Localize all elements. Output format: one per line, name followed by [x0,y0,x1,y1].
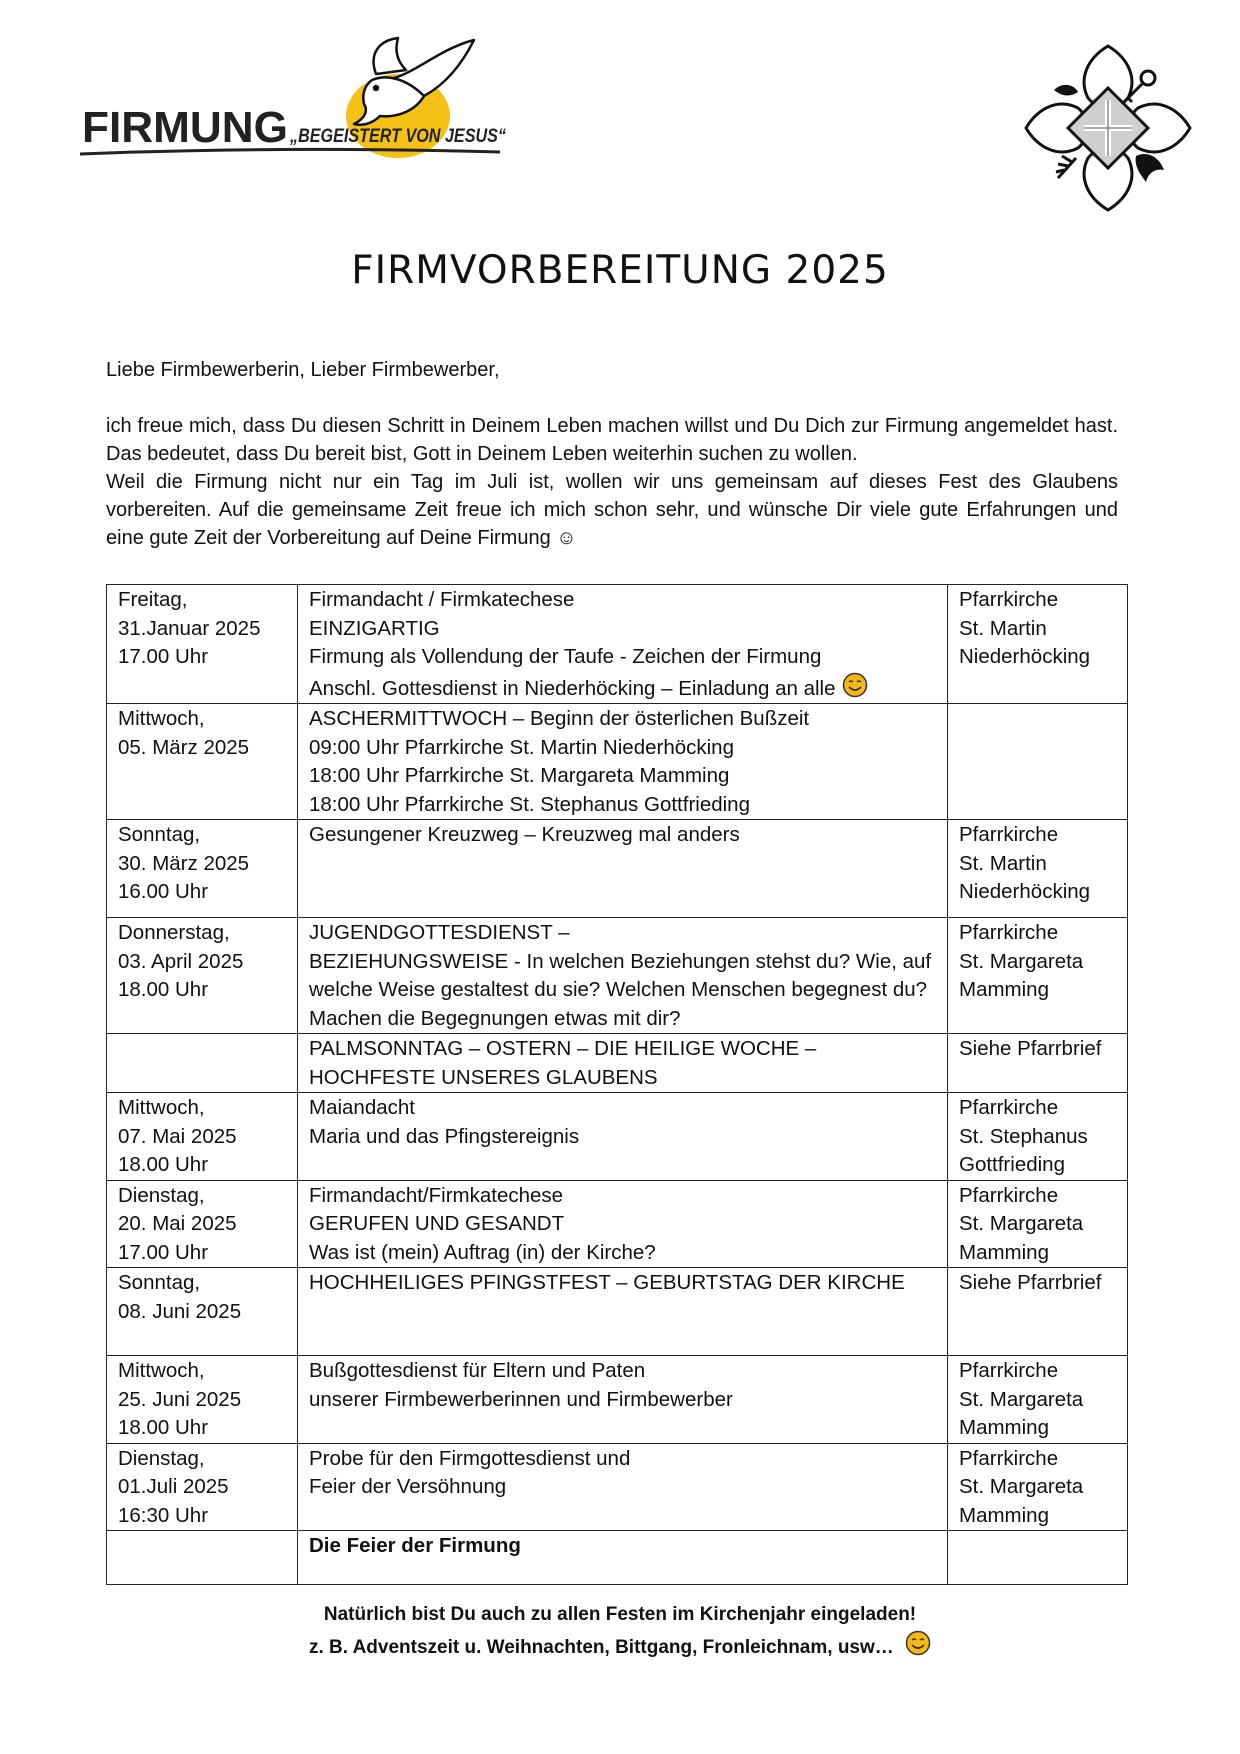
event-line: welche Weise gestaltest du sie? Welchen Menschen begegnest du? [309,978,928,1001]
date-line: 31.Januar 2025 [118,616,261,640]
table-row [107,1180,1128,1268]
place-cell [948,585,1128,704]
date-cell [107,1531,298,1585]
logo-slogan: „BEGEISTERT VON JESUS“ [289,126,507,147]
date-cell [107,704,298,820]
event-cell [298,1093,948,1181]
date-line: Sonntag, [118,823,201,846]
event-line: Anschl. Gottesdienst in Niederhöcking – Einladung an alle [309,676,836,700]
event-line: Firmandacht / Firmkatechese [309,588,575,611]
date-cell [107,918,298,1034]
firmung-logo [76,34,506,164]
table-row [107,1531,1128,1585]
table-row [107,1034,1128,1093]
event-cell [298,1531,948,1585]
date-line: 16:30 Uhr [118,1503,209,1527]
footer-line-2 [0,1630,1240,1663]
event-cell [298,585,948,704]
table-row [107,585,1128,704]
place-line: Mamming [959,1240,1049,1264]
date-line: 18.00 Uhr [118,1153,209,1176]
place-line: Siehe Pfarrbrief [959,1037,1102,1060]
place-line: Pfarrkirche [959,823,1059,846]
date-line: Dienstag, [118,1183,205,1207]
place-line: St. Martin [959,616,1047,640]
place-line: St. Stephanus [959,1124,1088,1148]
event-line: Feier der Versöhnung [309,1475,507,1498]
event-line: Maria und das Pfingstereignis [309,1124,580,1148]
palm-icon [1056,156,1076,178]
event-line: 09:00 Uhr Pfarrkirche St. Martin Niederhöcking [309,735,734,759]
date-line: 17.00 Uhr [118,1240,209,1264]
lamb-icon [1054,85,1078,96]
event-line: BEZIEHUNGSWEISE - In welchen Beziehungen stehst du? Wie, auf [309,949,932,973]
place-cell [948,1531,1128,1585]
event-line: ASCHERMITTWOCH – Beginn der österlichen Bußzeit [309,707,810,730]
keys-icon [1122,71,1155,104]
place-cell [948,1180,1128,1268]
event-line: Probe für den Firmgottesdienst und [309,1446,631,1470]
place-line: Pfarrkirche [959,921,1059,944]
table-row [107,820,1128,918]
event-cell [298,704,948,820]
event-line: HOCHFESTE UNSERES GLAUBENS [309,1065,658,1089]
date-cell [107,1268,298,1356]
place-line: St. Margareta [959,949,1084,973]
event-line: 18:00 Uhr Pfarrkirche St. Stephanus Gottfrieding [309,792,750,816]
event-cell [298,1443,948,1531]
event-line: Die Feier der Firmung [309,1534,521,1557]
place-line: Niederhöcking [959,880,1091,903]
place-line: St. Margareta [959,1475,1084,1498]
table-row [107,1443,1128,1531]
table-row [107,704,1128,820]
date-line: 01.Juli 2025 [118,1475,229,1498]
date-cell [107,1443,298,1531]
table-row [107,1268,1128,1356]
date-cell [107,1093,298,1181]
place-cell [948,1093,1128,1181]
event-cell [298,820,948,918]
intro-paragraph-2: Weil die Firmung nicht nur ein Tag im Juli ist, wollen wir uns gemeinsam auf dieses Fest des Glaubens vorbereiten. Auf die gemeinsame Zeit freue ich mich schon sehr, und wünsche Dir viele gute Erfahrungen und eine gute Zeit der Vorbereitung auf Deine Firmung ☺ [106,471,1118,549]
place-line: Mamming [959,978,1049,1001]
place-cell [948,704,1128,820]
date-line: Freitag, [118,588,188,611]
event-cell [298,1268,948,1356]
intro-text [106,356,1118,552]
place-cell [948,820,1128,918]
place-line: St. Margareta [959,1387,1084,1411]
schedule-table [106,584,1128,1585]
event-line: Gesungener Kreuzweg – Kreuzweg mal anders [309,823,740,846]
footer-note [0,1600,1240,1663]
date-line: 08. Juni 2025 [118,1299,242,1323]
place-line: Pfarrkirche [959,1096,1059,1119]
date-line: Donnerstag, [118,921,230,944]
place-line: Pfarrkirche [959,1446,1059,1470]
place-line: Pfarrkirche [959,1359,1059,1382]
date-line: Mittwoch, [118,707,205,730]
table-row [107,1356,1128,1444]
smiley-icon [842,672,868,698]
footer-line-2-text: z. B. Adventszeit u. Weihnachten, Bittgang, Fronleichnam, usw… [308,1637,894,1658]
date-line: 25. Juni 2025 [118,1387,242,1411]
place-cell [948,918,1128,1034]
date-line: 16.00 Uhr [118,880,209,903]
event-line: EINZIGARTIG [309,616,440,640]
logo-word: FIRMUNG [82,103,288,152]
date-line: 18.00 Uhr [118,978,209,1001]
event-line: Machen die Begegnungen etwas mit dir? [309,1006,681,1030]
date-cell [107,820,298,918]
date-cell [107,1180,298,1268]
date-cell [107,585,298,704]
place-line: Pfarrkirche [959,588,1059,611]
place-cell [948,1356,1128,1444]
parish-emblem [1018,38,1198,218]
event-line: unserer Firmbewerberinnen und Firmbewerber [309,1387,733,1411]
date-line: Sonntag, [118,1271,201,1294]
date-line: 18.00 Uhr [118,1416,209,1439]
event-cell [298,1356,948,1444]
event-cell [298,1034,948,1093]
place-cell [948,1443,1128,1531]
place-line: Pfarrkirche [959,1183,1059,1207]
event-line: PALMSONNTAG – OSTERN – DIE HEILIGE WOCHE – [309,1037,817,1060]
event-line: HOCHHEILIGES PFINGSTFEST – GEBURTSTAG DER KIRCHE [309,1271,905,1294]
date-line: Dienstag, [118,1446,205,1470]
place-line: Mamming [959,1503,1049,1527]
footer-line-1: Natürlich bist Du auch zu allen Festen im Kirchenjahr eingeladen! [323,1604,917,1625]
event-line: Firmandacht/Firmkatechese [309,1183,564,1207]
place-line: Mamming [959,1416,1049,1439]
intro-paragraph: ich freue mich, dass Du diesen Schritt in Deinem Leben machen willst und Du Dich zur Firmung angemeldet hast. Das bedeutet, dass Du bereit bist, Gott in Deinem Leben weiterhin suchen zu wollen. [106,415,1118,465]
date-line: 30. März 2025 [118,851,250,875]
place-line: Niederhöcking [959,645,1091,668]
date-line: Mittwoch, [118,1359,205,1382]
event-line: Maiandacht [309,1096,415,1119]
dragon-icon [1136,154,1164,182]
table-row [107,1093,1128,1181]
event-line: GERUFEN UND GESANDT [309,1212,565,1235]
place-cell [948,1034,1128,1093]
date-cell [107,1356,298,1444]
event-line: 18:00 Uhr Pfarrkirche St. Margareta Mamming [309,764,730,787]
date-line: 20. Mai 2025 [118,1212,237,1235]
event-cell [298,918,948,1034]
event-line-with-smiley [309,672,936,704]
date-line: Mittwoch, [118,1096,205,1119]
place-line: Gottfrieding [959,1153,1065,1176]
smiley-icon [905,1630,931,1656]
place-cell [948,1268,1128,1356]
place-line: St. Margareta [959,1212,1084,1235]
event-line: Bußgottesdienst für Eltern und Paten [309,1359,646,1382]
place-line: St. Martin [959,851,1047,875]
date-line: 17.00 Uhr [118,645,209,668]
date-line: 03. April 2025 [118,949,244,973]
place-line: Siehe Pfarrbrief [959,1271,1102,1294]
date-line: 05. März 2025 [118,735,250,759]
greeting: Liebe Firmbewerberin, Lieber Firmbewerber, [106,359,500,381]
table-row [107,918,1128,1034]
event-cell [298,1180,948,1268]
page-title: FIRMVORBEREITUNG 2025 [351,248,889,293]
event-line: Was ist (mein) Auftrag (in) der Kirche? [309,1240,656,1264]
date-line: 07. Mai 2025 [118,1124,237,1148]
date-cell [107,1034,298,1093]
event-line: Firmung als Vollendung der Taufe - Zeichen der Firmung [309,645,822,668]
event-line: JUGENDGOTTESDIENST – [309,921,570,944]
